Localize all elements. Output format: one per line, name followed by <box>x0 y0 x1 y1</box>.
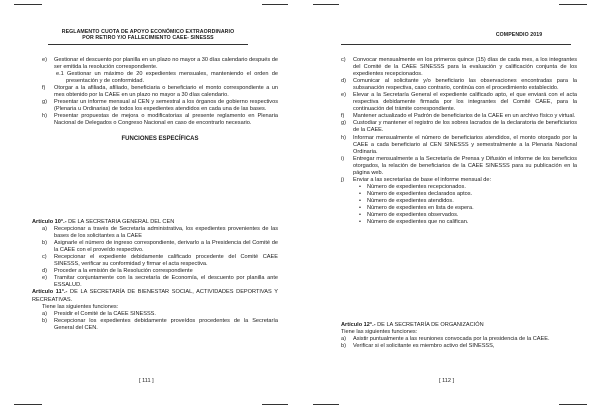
bullet-item: • Número de expedientes atendidos. <box>359 197 454 204</box>
bullet-item: • Número de expedientes recepcionados. <box>359 183 466 190</box>
right-running-header: COMPENDIO 2019 <box>495 32 543 38</box>
list-item: e.1 Gestionar un máximo de 20 expedientes mensuales, manteniendo el orden de presentación y de conformidad. <box>56 71 278 85</box>
list-item: c) Recepcionar el expediente debidamente calificado procedente del Comité CAEE SINESSS, verificar su conformidad y firmar el acta respectiva. <box>42 254 278 268</box>
left-running-header <box>48 29 248 41</box>
page-number: [ 112 ] <box>439 378 455 384</box>
bullet-item: • Número de expedientes observados. <box>359 212 459 219</box>
crop-mark <box>14 4 42 5</box>
crop-mark <box>559 4 587 5</box>
list-item: c) Convocar mensualmente en los primeros quince (15) días de cada mes, a los integrantes del Comité de la CAEE SINESSS para la evaluación y calificación conjunta de los expedientes recepcionados. <box>341 57 577 78</box>
list-item: f) Mantener actualizado el Padrón de beneficiarios de la CAEE en un archivo físico y virtual. <box>341 113 576 120</box>
article-heading: Artículo 12°.- DE LA SECRETARÍA DE ORGANIZACIÓN <box>341 322 484 328</box>
header-line-2: POR RETIRO Y/O FALLECIMIENTO CAEE- SINESSS <box>82 35 214 42</box>
crop-mark <box>262 404 288 405</box>
list-item: f) Otorgar a la afiliada, afiliado, beneficiaria o beneficiario el monto correspondiente a un mes obtenido por la CAEE en un plazo no mayor a 30 días calendario. <box>42 85 278 99</box>
article-intro: Tiene las siguientes funciones: <box>42 303 119 310</box>
section-title: FUNCIONES ESPECÍFICAS <box>121 136 199 143</box>
bullet-item: • Número de expedientes declarados aptos. <box>359 190 473 197</box>
list-item: a) Recepcionar a través de Secretaría administrativa, los expedientes provenientes de las bases de los solicitantes a la CAEE <box>42 226 278 240</box>
crop-mark <box>313 404 339 405</box>
list-item: g) Custodiar y mantener el registro de los sobres lacrados de la declaratoria de beneficiarios de la CAEE. <box>341 120 577 134</box>
list-item: h) Informar mensualmente el número de beneficiarios atendidos, el monto otorgado por la CAEE a cada beneficiario al CEN SINESSS y semestralmente a la Plenaria Nacional Ordinaria. <box>341 134 577 155</box>
list-item: b) Recepcionar los expedientes debidamente proveídos procedentes de la Secretaría General del CEN. <box>42 317 278 331</box>
list-item: g) Presentar un informe mensual al CEN y semestral a los órganos de gobierno respectivos (Plenaria u Ordinarias) de todos los expedientes atendidos en cada una de las bases. <box>42 99 278 113</box>
list-item: h) Presentar propuestas de mejora o modificatorias al presente reglamento en Plenaria Nacional de Delegados o Congreso Nacional en caso de encontrarlo necesario. <box>42 113 278 127</box>
bullet-item: • Número de expedientes que no califican. <box>359 219 469 226</box>
list-item: d) Comunicar al solicitante y/o beneficiario las observaciones encontradas para la subsanación respectiva, caso contrario, continúa con el procedimiento establecido. <box>341 78 577 92</box>
list-item: e) Elevar a la Secretaría General el expediente calificado apto, el que enviará con el acta respectiva debidamente firmada por los integrantes del Comité CAEE, para la continuación del trámite correspondiente. <box>341 92 577 113</box>
list-item: j) Enviar a las secretarías de base el informe mensual de: <box>341 176 492 183</box>
left-body <box>42 57 278 151</box>
list-item: d) Proceder a la emisión de la Resolución correspondiente <box>42 268 193 275</box>
crop-mark <box>262 4 288 5</box>
crop-mark <box>559 404 587 405</box>
right-page <box>301 0 600 410</box>
left-page <box>0 0 299 410</box>
list-item: e) Tramitar conjuntamente con la secretaría de Economía, el descuento por planilla ante ESSALUD. <box>42 275 278 289</box>
list-item: a) Presidir el Comité de la CAEE SINESSS. <box>42 310 156 317</box>
list-item: b) Verificar si el solicitante es miembro activo del SINESSS, <box>341 343 495 350</box>
list-item: e) Gestionar el descuento por planilla en un plazo no mayor a 30 días calendario después de ser emitida la resolución correspondiente. <box>42 57 278 71</box>
article-heading: Artículo 11°.- DE LA SECRETARÍA DE BIENESTAR SOCIAL, ACTIVIDADES DEPORTIVAS Y RECREATIVAS. <box>32 289 278 303</box>
left-body-articles <box>32 219 278 332</box>
right-body <box>341 57 577 226</box>
header-rule <box>341 44 571 45</box>
article-intro: Tiene las siguientes funciones: <box>341 329 418 336</box>
crop-mark <box>14 404 42 405</box>
right-body-articles <box>341 322 577 350</box>
list-item: i) Entregar mensualmente a la Secretaría de Prensa y Difusión el informe de los beneficios otorgados, la relación de beneficiarios de la CAEE SINESSS para su publicación en la página web. <box>341 155 577 176</box>
article-heading: Artículo 10°.- DE LA SECRETARIA GENERAL DEL CEN <box>32 219 175 225</box>
bullet-item: • Número de expedientes en lista de espera. <box>359 204 474 211</box>
list-item: b) Asignarle el número de ingreso correspondiente, derivarlo a la Presidencia del Comité de la CAEE con el proveído respectivo. <box>42 240 278 254</box>
list-item: a) Asistir puntualmente a las reuniones convocada por la presidencia de la CAEE. <box>341 336 550 343</box>
page-number: [ 111 ] <box>139 378 154 384</box>
header-rule <box>48 44 248 45</box>
crop-mark <box>313 4 339 5</box>
header-line-1: REGLAMENTO CUOTA DE APOYO ECONÓMICO EXTRAORDINARIO <box>61 29 235 35</box>
